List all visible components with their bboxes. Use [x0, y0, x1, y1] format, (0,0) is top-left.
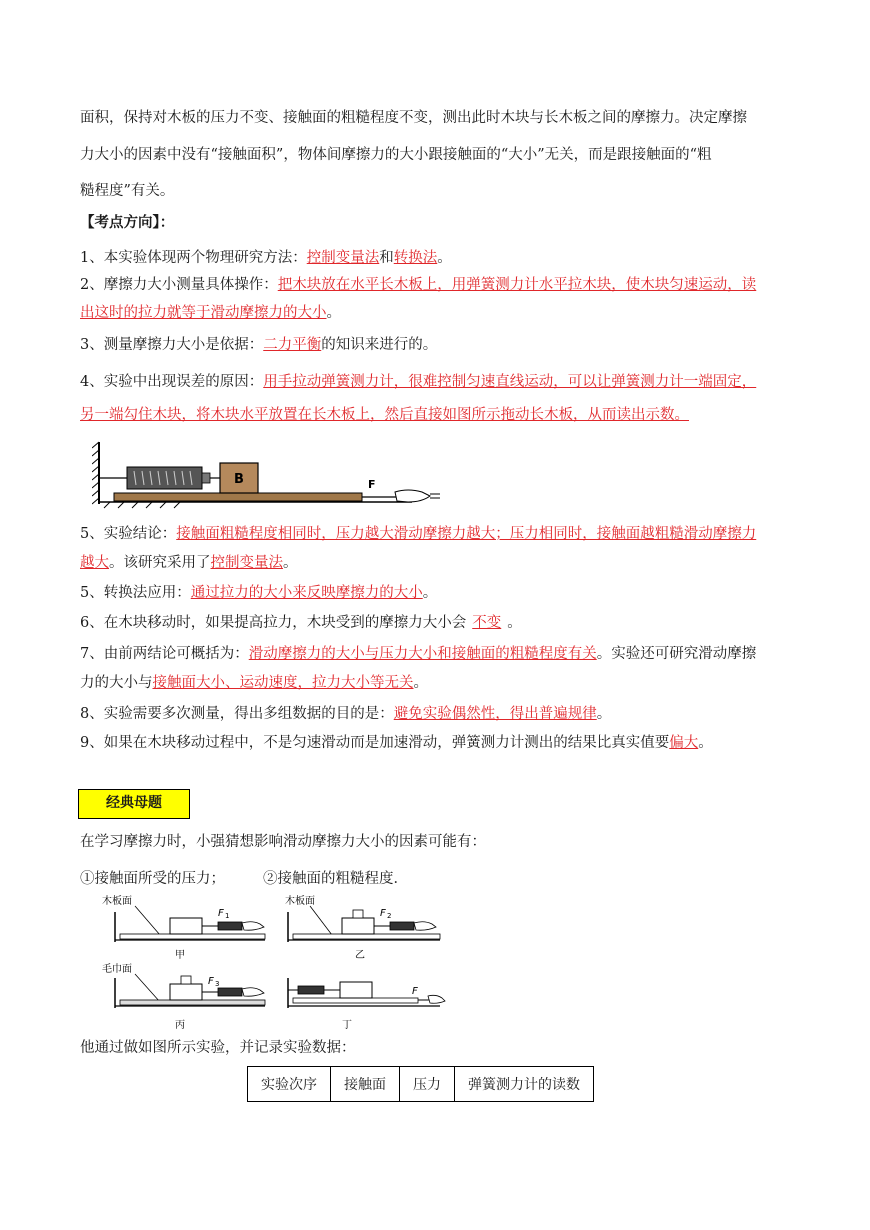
- item-3: 3、测量摩擦力大小是依据：二力平衡的知识来进行的。: [80, 337, 438, 353]
- panel-bing: [102, 962, 265, 1031]
- svg-text:3: 3: [215, 980, 220, 988]
- four-experiments-figure: [100, 890, 450, 1035]
- item-1: 1、本实验体现两个物理研究方法：控制变量法和转换法。: [80, 250, 452, 266]
- panel-jia: [102, 894, 265, 961]
- question-line-3: 他通过做如图所示实验，并记录实验数据：: [80, 1040, 356, 1056]
- item-5: 5、实验结论：接触面粗糙程度相同时，压力越大滑动摩擦力越大；压力相同时，接触面越粗糙滑动摩擦力: [80, 526, 757, 542]
- table-header-cell: 压力: [400, 1067, 455, 1102]
- spring-scale-experiment-figure: [92, 440, 442, 510]
- svg-text:F: F: [380, 908, 386, 919]
- svg-text:F: F: [218, 908, 224, 919]
- intro-line-2: 力大小的因素中没有“接触面积”，物体间摩擦力的大小跟接触面的“大小”无关，而是跟接触面的“粗: [80, 147, 712, 163]
- item-2: 2、摩擦力大小测量具体操作：把木块放在水平长木板上，用弹簧测力计水平拉木块，使木块匀速运动，读: [80, 277, 757, 293]
- section-heading: 【考点方向】：: [80, 214, 175, 231]
- table-header-cell: 弹簧测力计的读数: [455, 1067, 594, 1102]
- data-table: [247, 1066, 594, 1102]
- section-title-box: 经典母题: [78, 789, 190, 819]
- question-line-1: 在学习摩擦力时，小强猜想影响滑动摩擦力大小的因素可能有：: [80, 834, 486, 850]
- svg-text:丙: 丙: [175, 1020, 185, 1031]
- item-4-cont: 另一端勾住木块，将木块水平放置在长木板上，然后直接如图所示拖动长木板，从而读出示数。: [80, 407, 689, 423]
- svg-text:丁: 丁: [342, 1020, 352, 1031]
- table-header-row: [248, 1067, 594, 1102]
- svg-text:毛巾面: 毛巾面: [102, 964, 132, 975]
- item-5-cont: 越大。该研究采用了控制变量法。: [80, 555, 298, 571]
- svg-text:F: F: [412, 986, 418, 997]
- svg-text:木板面: 木板面: [102, 896, 132, 907]
- svg-text:2: 2: [387, 912, 392, 920]
- panel-yi: [285, 894, 440, 961]
- svg-text:乙: 乙: [355, 950, 365, 961]
- svg-text:甲: 甲: [175, 950, 185, 961]
- svg-text:F: F: [208, 976, 214, 987]
- item-8: 7、由前两结论可概括为：滑动摩擦力的大小与压力大小和接触面的粗糙程度有关。实验还可研究滑动摩擦: [80, 646, 757, 662]
- item-10: 9、如果在木块移动过程中，不是匀速滑动而是加速滑动，弹簧测力计测出的结果比真实值要偏大。: [80, 735, 713, 751]
- svg-text:木板面: 木板面: [285, 896, 315, 907]
- force-f-label: F: [368, 478, 376, 491]
- item-7: 6、在木块移动时，如果提高拉力，木块受到的摩擦力大小会 不变 。: [80, 615, 522, 631]
- intro-line-1: 面积，保持对木板的压力不变、接触面的粗糙程度不变，测出此时木块与长木板之间的摩擦力。决定摩擦: [80, 110, 747, 126]
- item-8-cont: 力的大小与接触面大小、运动速度，拉力大小等无关。: [80, 675, 428, 691]
- intro-line-3: 糙程度”有关。: [80, 183, 175, 199]
- table-header-cell: 接触面: [331, 1067, 400, 1102]
- question-options: ①接触面所受的压力； ②接触面的粗糙程度．: [80, 871, 408, 887]
- block-b-label: B: [234, 472, 244, 487]
- item-9: 8、实验需要多次测量，得出多组数据的目的是：避免实验偶然性，得出普遍规律。: [80, 706, 612, 722]
- item-4: 4、实验中出现误差的原因：用手拉动弹簧测力计，很难控制匀速直线运动，可以让弹簧测力计一端固定，: [80, 374, 757, 390]
- table-header-cell: 实验次序: [248, 1067, 331, 1102]
- item-2-cont: 出这时的拉力就等于滑动摩擦力的大小。: [80, 305, 341, 321]
- panel-ding: [288, 978, 445, 1031]
- item-6: 5、转换法应用：通过拉力的大小来反映摩擦力的大小。: [80, 585, 438, 601]
- svg-text:1: 1: [225, 912, 230, 920]
